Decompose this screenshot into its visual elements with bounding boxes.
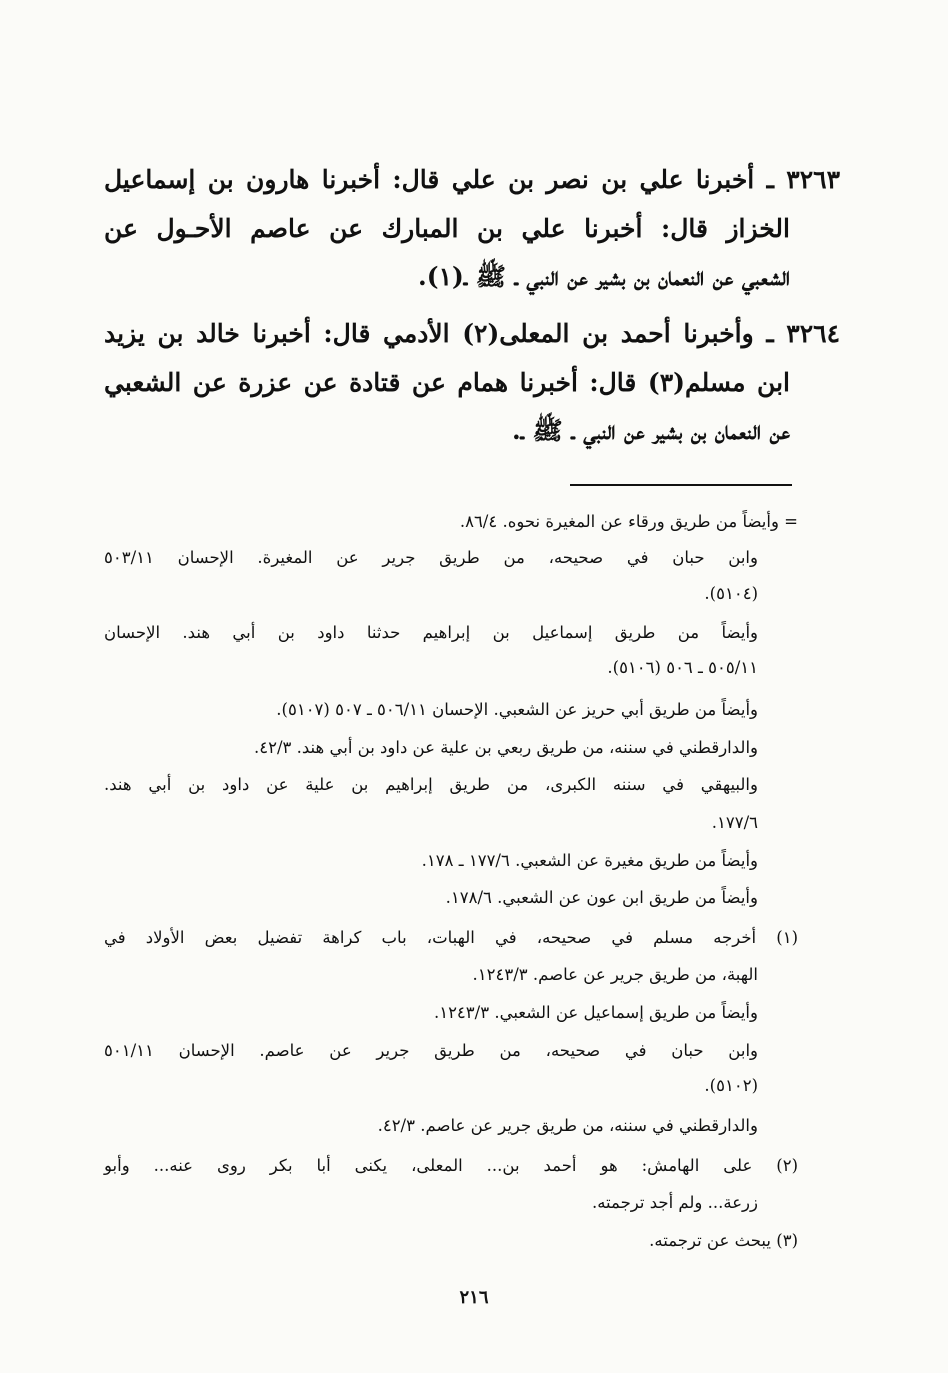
footnote-line: ٥٠٥/١١ ـ ٥٠٦ (٥١٠٦). [607, 658, 758, 677]
hadith-line: ٣٢٦٤ ـ وأخبرنا أحمد بن المعلى(٢) الأدمي قال: أخبرنا خالد بن يزيد [104, 319, 840, 348]
footnote-line: زرعة... ولم أجد ترجمته. [591, 1193, 758, 1212]
hadith-line: الشعبي عن النعمان بن بشير عن النبي ـ ﷺ ـ(١). [418, 262, 790, 291]
footnote-line: (٥١٠٢). [704, 1076, 758, 1095]
footnote-line: (٢) على الهامش: هو أحمد بن... المعلى، يكنى أبا بكر روى عنه... وأبو [104, 1156, 798, 1175]
footnote-line: والدارقطني في سننه، من طريق جرير عن عاصم. ٤٢/٣. [377, 1116, 758, 1135]
footnote-line: وأيضاً من طريق أبي حريز عن الشعبي. الإحسان ٥٠٦/١١ ـ ٥٠٧ (٥١٠٧). [276, 700, 758, 719]
footnote-line: (١) أخرجه مسلم في صحيحه، في الهبات، باب كراهة تفضيل بعض الأولاد في [104, 928, 798, 947]
footnote-line: وابن حبان في صحيحه، من طريق جرير عن المغيرة. الإحسان ٥٠٣/١١ [104, 548, 758, 567]
hadith-line: عن النعمان بن بشير عن النبي ـ ﷺ ـ. [511, 416, 790, 445]
footnote-line: ١٧٧/٦. [711, 813, 758, 832]
footnote-line: وابن حبان في صحيحه، من طريق جرير عن عاصم. الإحسان ٥٠١/١١ [104, 1041, 758, 1060]
footnote-line: = وأيضاً من طريق ورقاء عن المغيرة نحوه. ٨٦/٤. [459, 512, 798, 531]
footnote-line: الهبة، من طريق جرير عن عاصم. ١٢٤٣/٣. [472, 965, 758, 984]
footnote-line: والدارقطني في سننه، من طريق ربعي بن علية عن داود بن أبي هند. ٤٢/٣. [254, 738, 758, 757]
hadith-line: ابن مسلم(٣) قال: أخبرنا همام عن قتادة عن عزرة عن الشعبي [104, 368, 790, 397]
page-number: ٢١٦ [459, 1287, 489, 1308]
footnote-separator [570, 484, 792, 486]
footnote-line: (٣) يبحث عن ترجمته. [649, 1231, 798, 1250]
footnote-line: والبيهقي في سننه الكبرى، من طريق إبراهيم بن علية عن داود بن أبي هند. [104, 775, 758, 794]
footnote-line: (٥١٠٤). [704, 584, 758, 603]
footnote-line: وأيضاً من طريق إسماعيل عن الشعبي. ١٢٤٣/٣. [433, 1003, 758, 1022]
footnote-line: وأيضاً من طريق ابن عون عن الشعبي. ١٧٨/٦. [445, 888, 758, 907]
footnote-line: وأيضاً من طريق إسماعيل بن إبراهيم حدثنا داود بن أبي هند. الإحسان [104, 623, 758, 642]
hadith-line: الخزاز قال: أخبرنا علي بن المبارك عن عاصم الأحـول عن [104, 214, 790, 243]
footnote-line: وأيضاً من طريق مغيرة عن الشعبي. ١٧٧/٦ ـ ١٧٨. [421, 851, 758, 870]
hadith-line: ٣٢٦٣ ـ أخبرنا علي بن نصر بن علي قال: أخبرنا هارون بن إسماعيل [104, 165, 840, 194]
